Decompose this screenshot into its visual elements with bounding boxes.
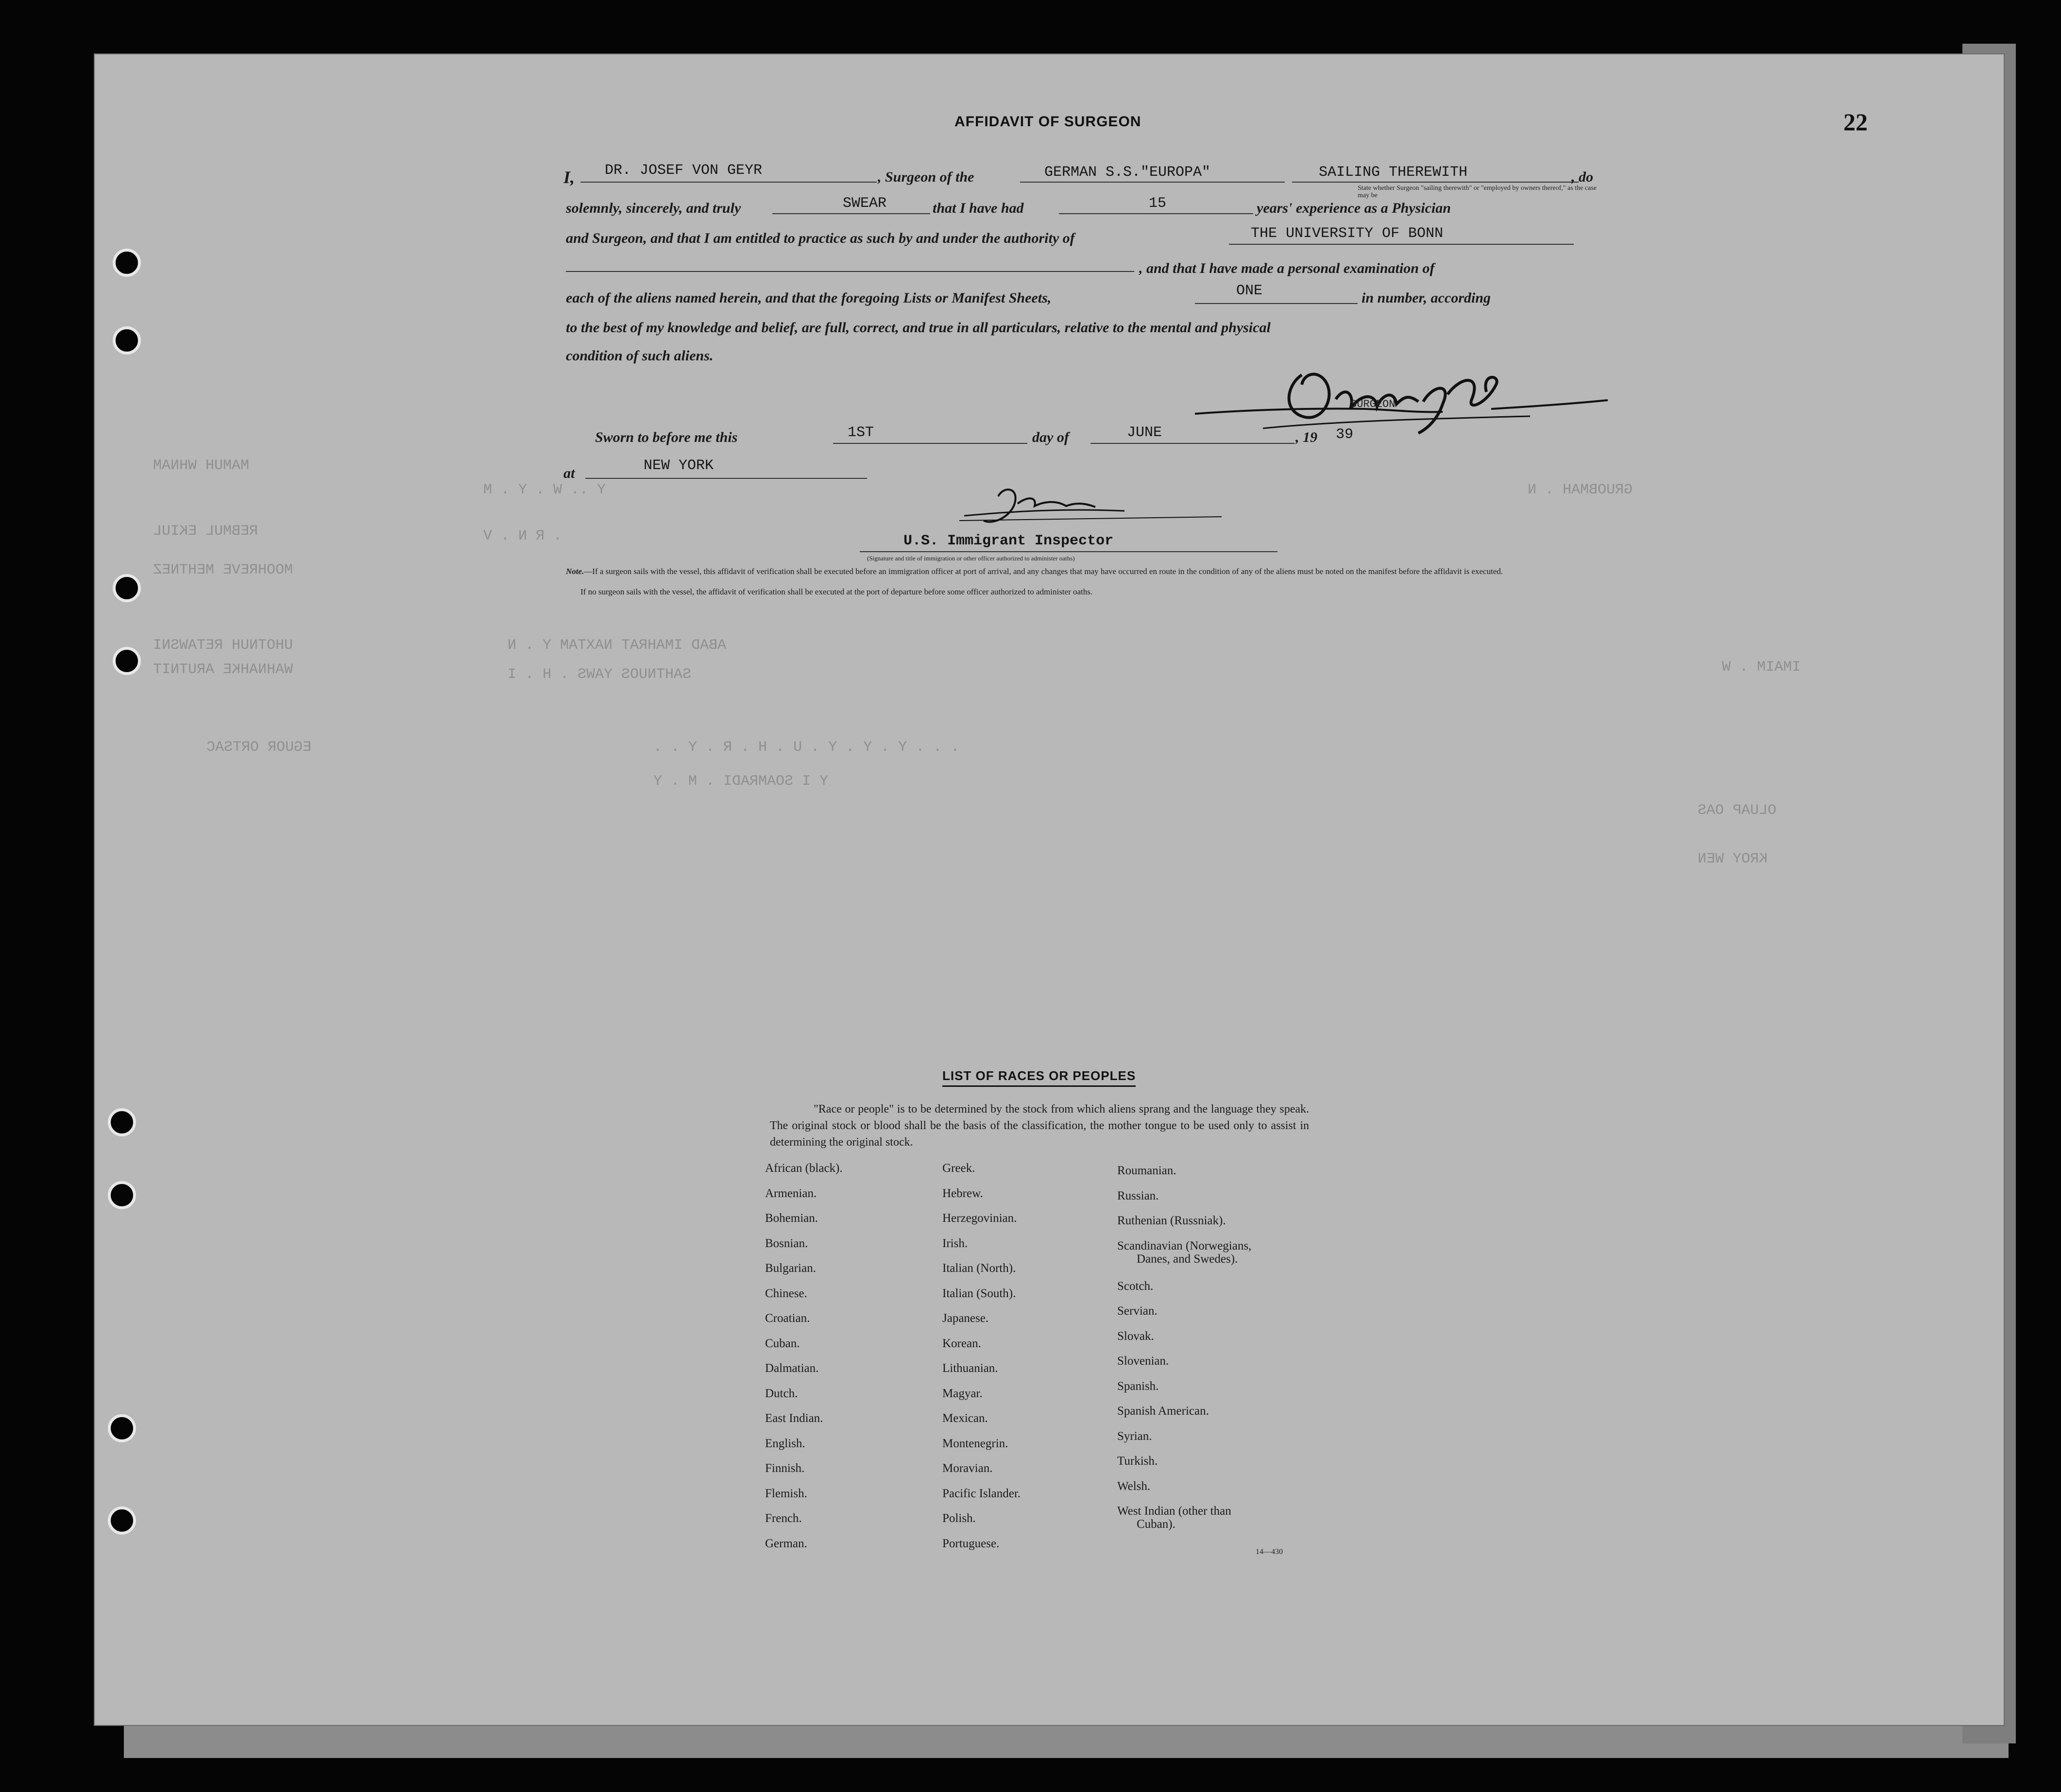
bleed-through-text: WAHNAHKE ARUTNIT xyxy=(153,661,293,678)
vessel-name: GERMAN S.S."EUROPA" xyxy=(1044,164,1211,181)
line2-b: that I have had xyxy=(933,200,1024,216)
authority-rule-2 xyxy=(566,271,1134,272)
bleed-through-text: MAMUH WHNAM xyxy=(153,457,250,474)
race-item: Armenian. xyxy=(765,1186,817,1200)
race-item: Cuban. xyxy=(765,1336,800,1350)
inspector-rule xyxy=(860,551,1277,552)
place-rule xyxy=(585,478,867,479)
vessel-rule xyxy=(1020,182,1285,183)
race-item: Pacific Islander. xyxy=(942,1487,1021,1500)
surgeon-name-rule xyxy=(580,182,877,183)
line2-a: solemnly, sincerely, and truly xyxy=(566,200,741,216)
races-column-2 xyxy=(942,1162,1021,1562)
surgeon-note-2: If no surgeon sails with the vessel, the affidavit of verification shall be executed at the port of departure before some officer authorized to administer oaths. xyxy=(580,587,1093,596)
race-item: Danes, and Swedes). xyxy=(1137,1252,1238,1266)
race-item: Italian (South). xyxy=(942,1286,1016,1300)
line5-b: in number, according xyxy=(1362,290,1491,306)
race-item: Slovak. xyxy=(1117,1329,1154,1343)
race-item: Mexican. xyxy=(942,1412,988,1425)
race-item: West Indian (other than xyxy=(1117,1505,1231,1518)
line4: , and that I have made a personal examination of xyxy=(1139,260,1435,276)
sheet-count: ONE xyxy=(1236,283,1263,299)
race-item: Flemish. xyxy=(765,1487,807,1500)
note-text: —If a surgeon sails with the vessel, this affidavit of verification shall be executed before an immigration officer at port of arrival, and any changes that may have occurred en route in the condition of any of the aliens must be noted on the manifest before the affidavit is executed. xyxy=(584,567,1503,576)
oath-type: SWEAR xyxy=(843,195,887,212)
sailing-rule xyxy=(1292,182,1579,183)
place: NEW YORK xyxy=(644,457,714,474)
race-item: Russian. xyxy=(1117,1189,1159,1202)
punch-hole xyxy=(108,1108,136,1136)
race-item: Bulgarian. xyxy=(765,1262,816,1275)
sailing-status: SAILING THEREWITH xyxy=(1319,164,1468,181)
bleed-through-text: KROY WEN xyxy=(1698,851,1768,867)
inspector-note: (Signature and title of immigration or other officer authorized to administer oaths) xyxy=(867,555,1075,562)
years-rule xyxy=(1059,213,1253,214)
race-item: Spanish. xyxy=(1117,1379,1159,1393)
surgeon-of-label: , Surgeon of the xyxy=(878,169,974,185)
line5-a: each of the aliens named herein, and that the foregoing Lists or Manifest Sheets, xyxy=(566,290,1052,306)
sworn-label: Sworn to before me this xyxy=(595,429,738,445)
bleed-through-text: REBMUL EKIUL xyxy=(153,523,258,540)
punch-hole xyxy=(113,326,141,355)
races-intro: "Race or people" is to be determined by the stock from which aliens sprang and the language they speak. The original stock or blood shall be the basis of the classification, the mother tongue to be used only to assist in determining the original stock. xyxy=(770,1103,1309,1149)
i-label: I, xyxy=(563,168,575,187)
sworn-year: 39 xyxy=(1336,426,1354,443)
bleed-through-text: OLUAP OAS xyxy=(1698,802,1777,819)
races-title: LIST OF RACES OR PEOPLES xyxy=(942,1068,1136,1087)
surgeon-note xyxy=(566,567,1615,576)
day-of-label: day of xyxy=(1032,429,1069,445)
line2-c: years' experience as a Physician xyxy=(1257,200,1451,216)
punch-hole xyxy=(113,249,141,277)
race-item: Dalmatian. xyxy=(765,1362,819,1375)
race-item: Japanese. xyxy=(942,1312,989,1325)
race-item: Dutch. xyxy=(765,1386,798,1400)
authority-rule xyxy=(1229,244,1574,245)
race-item: Scandinavian (Norwegians, xyxy=(1117,1239,1252,1252)
race-item: Ruthenian (Russniak). xyxy=(1117,1214,1226,1227)
race-item: Montenegrin. xyxy=(942,1437,1008,1450)
line7: condition of such aliens. xyxy=(566,348,714,364)
note-label: Note. xyxy=(566,567,584,576)
bleed-through-text: . R N . V xyxy=(483,528,562,544)
race-item: Italian (North). xyxy=(942,1262,1016,1275)
authority: THE UNIVERSITY OF BONN xyxy=(1251,225,1444,242)
sworn-day-rule xyxy=(833,443,1027,444)
races-column-1 xyxy=(765,1162,843,1562)
surgeon-name: DR. JOSEF VON GEYR xyxy=(605,162,763,179)
surgeon-signature xyxy=(1190,355,1613,438)
race-item: German. xyxy=(765,1537,807,1550)
bleed-through-text: UHOTNUH RETAWSNI xyxy=(153,637,293,654)
bleed-through-text: MOOHREVE MEHTNEZ xyxy=(153,562,293,578)
inspector-signature xyxy=(920,482,1241,535)
race-item: Lithuanian. xyxy=(942,1362,998,1375)
punch-hole xyxy=(108,1414,136,1442)
race-item: French. xyxy=(765,1512,802,1525)
race-item: English. xyxy=(765,1437,805,1450)
race-item: Servian. xyxy=(1117,1304,1158,1318)
signature-caption: SURGEON xyxy=(1350,398,1396,410)
race-item: Hebrew. xyxy=(942,1186,983,1200)
page-number: 22 xyxy=(1843,108,1868,135)
line3-a: and Surgeon, and that I am entitled to practice as such by and under the authority of xyxy=(566,230,1075,246)
bleed-through-text: GRUOBMAH . N xyxy=(1528,482,1633,498)
state-note: State whether Surgeon "sailing therewith" or "employed by owners thereof," as the case may be xyxy=(1358,185,1597,199)
race-item: Slovenian. xyxy=(1117,1354,1169,1368)
race-item: Welsh. xyxy=(1117,1479,1151,1493)
sheet-count-rule xyxy=(1195,303,1358,304)
race-item: Turkish. xyxy=(1117,1454,1158,1468)
years-experience: 15 xyxy=(1149,195,1167,212)
punch-hole xyxy=(113,647,141,675)
race-item: Polish. xyxy=(942,1512,976,1525)
race-item: African (black). xyxy=(765,1162,843,1175)
race-item: Herzegovinian. xyxy=(942,1212,1017,1225)
punch-hole xyxy=(108,1181,136,1209)
sworn-day: 1ST xyxy=(848,424,874,441)
race-item: Moravian. xyxy=(942,1462,993,1475)
at-label: at xyxy=(563,465,575,481)
bleed-through-text: . . . Y . Y . Y . U . H . R . Y . . xyxy=(653,739,960,756)
race-item: Korean. xyxy=(942,1336,981,1350)
race-item: Syrian. xyxy=(1117,1429,1152,1443)
race-item: Scotch. xyxy=(1117,1279,1154,1293)
year-prefix: , 19 xyxy=(1295,429,1317,445)
affidavit-title: AFFIDAVIT OF SURGEON xyxy=(954,114,1141,130)
punch-hole xyxy=(108,1506,136,1535)
document-page xyxy=(95,54,2004,1725)
sworn-month-rule xyxy=(1090,443,1295,444)
race-item: Irish. xyxy=(942,1236,968,1250)
race-item: East Indian. xyxy=(765,1412,823,1425)
race-item: Portuguese. xyxy=(942,1537,1000,1550)
bleed-through-text: EGUOR ORTSAC xyxy=(206,739,312,756)
race-item: Cuban). xyxy=(1137,1518,1175,1531)
race-item: Chinese. xyxy=(765,1286,807,1300)
bleed-through-text: Y .. W . Y . M xyxy=(483,482,606,498)
bleed-through-text: ABAD IMAHRAT NAXTAM Y . N xyxy=(508,637,727,654)
bleed-through-text: Y I SOAMRADI . M . Y xyxy=(653,773,829,790)
races-column-3 xyxy=(1117,1164,1251,1531)
inspector-title: U.S. Immigrant Inspector xyxy=(903,533,1114,549)
race-item: Finnish. xyxy=(765,1462,805,1475)
race-item: Magyar. xyxy=(942,1386,983,1400)
race-item: Bosnian. xyxy=(765,1236,808,1250)
race-item: Bohemian. xyxy=(765,1212,818,1225)
bleed-through-text: SAHTNUOS YAWS . H . I xyxy=(508,666,692,683)
bleed-through-text: IMAIM . W xyxy=(1722,659,1801,676)
oath-rule xyxy=(772,213,930,214)
race-item: Spanish American. xyxy=(1117,1404,1209,1418)
race-item: Croatian. xyxy=(765,1312,810,1325)
race-item: Greek. xyxy=(942,1162,975,1175)
do-label: , do xyxy=(1571,169,1593,185)
line6: to the best of my knowledge and belief, are full, correct, and true in all particulars, relative to the mental and physical xyxy=(566,320,1271,336)
sworn-month: JUNE xyxy=(1127,424,1162,441)
punch-hole xyxy=(113,574,141,602)
race-item: Roumanian. xyxy=(1117,1164,1176,1177)
form-number: 14—430 xyxy=(1256,1548,1283,1556)
